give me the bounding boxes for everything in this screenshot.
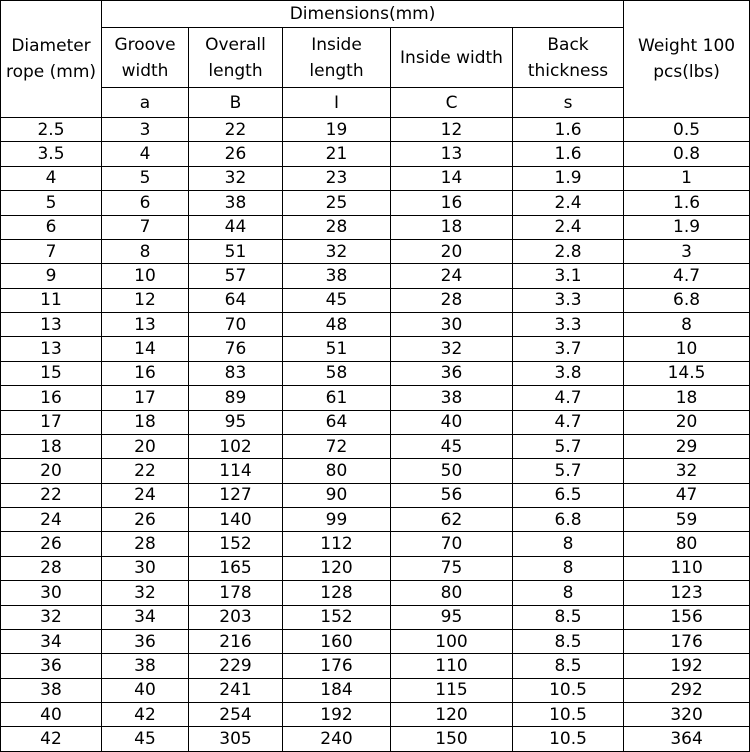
cell-overall-length: 26: [189, 142, 283, 166]
cell-diameter: 4: [1, 166, 102, 190]
cell-groove-width: 5: [102, 166, 189, 190]
cell-back-thickness: 1.9: [513, 166, 624, 190]
table-row: [1, 215, 750, 239]
cell-inside-width: 150: [391, 727, 513, 751]
cell-back-thickness: 1.6: [513, 118, 624, 142]
cell-overall-length: 76: [189, 337, 283, 361]
cell-overall-length: 22: [189, 118, 283, 142]
table-row: [1, 264, 750, 288]
cell-overall-length: 241: [189, 678, 283, 702]
cell-groove-width: 10: [102, 264, 189, 288]
cell-groove-width: 42: [102, 703, 189, 727]
cell-overall-length: 203: [189, 605, 283, 629]
cell-overall-length: 83: [189, 361, 283, 385]
cell-diameter: 20: [1, 459, 102, 483]
cell-inside-width: 14: [391, 166, 513, 190]
cell-groove-width: 16: [102, 361, 189, 385]
table-row: [1, 239, 750, 263]
cell-back-thickness: 5.7: [513, 434, 624, 458]
cell-overall-length: 178: [189, 581, 283, 605]
table-row: [1, 459, 750, 483]
cell-back-thickness: 8.5: [513, 654, 624, 678]
cell-inside-width: 115: [391, 678, 513, 702]
cell-weight: 32: [624, 459, 750, 483]
table-row: [1, 508, 750, 532]
cell-inside-width: 62: [391, 508, 513, 532]
cell-inside-width: 16: [391, 191, 513, 215]
cell-weight: 292: [624, 678, 750, 702]
cell-weight: 110: [624, 556, 750, 580]
cell-groove-width: 45: [102, 727, 189, 751]
header-symbol-a: a: [102, 88, 189, 118]
cell-back-thickness: 4.7: [513, 386, 624, 410]
header-inside-length: Inside length: [283, 28, 391, 88]
cell-weight: 29: [624, 434, 750, 458]
header-dimensions: Dimensions(mm): [102, 1, 624, 28]
cell-weight: 192: [624, 654, 750, 678]
cell-inside-length: 25: [283, 191, 391, 215]
cell-weight: 10: [624, 337, 750, 361]
header-weight: Weight 100 pcs(lbs): [624, 1, 750, 118]
header-back-thickness: Back thickness: [513, 28, 624, 88]
table-row: [1, 483, 750, 507]
cell-weight: 4.7: [624, 264, 750, 288]
cell-back-thickness: 2.4: [513, 191, 624, 215]
header-inside-width: Inside width: [391, 28, 513, 88]
cell-groove-width: 40: [102, 678, 189, 702]
cell-diameter: 38: [1, 678, 102, 702]
cell-overall-length: 127: [189, 483, 283, 507]
cell-groove-width: 3: [102, 118, 189, 142]
cell-inside-length: 48: [283, 313, 391, 337]
cell-inside-length: 28: [283, 215, 391, 239]
cell-inside-length: 90: [283, 483, 391, 507]
cell-weight: 1: [624, 166, 750, 190]
cell-groove-width: 26: [102, 508, 189, 532]
cell-overall-length: 305: [189, 727, 283, 751]
cell-inside-length: 152: [283, 605, 391, 629]
cell-back-thickness: 3.3: [513, 313, 624, 337]
cell-overall-length: 51: [189, 239, 283, 263]
cell-diameter: 26: [1, 532, 102, 556]
cell-groove-width: 12: [102, 288, 189, 312]
table-row: [1, 581, 750, 605]
cell-inside-width: 110: [391, 654, 513, 678]
cell-inside-width: 18: [391, 215, 513, 239]
cell-back-thickness: 3.8: [513, 361, 624, 385]
cell-diameter: 2.5: [1, 118, 102, 142]
cell-diameter: 32: [1, 605, 102, 629]
cell-back-thickness: 8.5: [513, 605, 624, 629]
cell-groove-width: 34: [102, 605, 189, 629]
cell-diameter: 11: [1, 288, 102, 312]
table-row: [1, 654, 750, 678]
cell-overall-length: 114: [189, 459, 283, 483]
cell-inside-length: 38: [283, 264, 391, 288]
cell-back-thickness: 8: [513, 581, 624, 605]
cell-diameter: 3.5: [1, 142, 102, 166]
cell-diameter: 42: [1, 727, 102, 751]
cell-inside-length: 23: [283, 166, 391, 190]
cell-groove-width: 6: [102, 191, 189, 215]
cell-overall-length: 216: [189, 629, 283, 653]
cell-weight: 1.6: [624, 191, 750, 215]
cell-back-thickness: 6.8: [513, 508, 624, 532]
table-body: [1, 118, 750, 752]
cell-weight: 18: [624, 386, 750, 410]
cell-overall-length: 44: [189, 215, 283, 239]
cell-groove-width: 8: [102, 239, 189, 263]
cell-overall-length: 57: [189, 264, 283, 288]
cell-diameter: 36: [1, 654, 102, 678]
cell-weight: 364: [624, 727, 750, 751]
cell-groove-width: 28: [102, 532, 189, 556]
cell-weight: 320: [624, 703, 750, 727]
cell-back-thickness: 3.3: [513, 288, 624, 312]
cell-weight: 0.5: [624, 118, 750, 142]
cell-groove-width: 17: [102, 386, 189, 410]
cell-inside-width: 13: [391, 142, 513, 166]
cell-back-thickness: 3.7: [513, 337, 624, 361]
cell-inside-width: 100: [391, 629, 513, 653]
cell-inside-length: 21: [283, 142, 391, 166]
table-row: [1, 703, 750, 727]
cell-back-thickness: 5.7: [513, 459, 624, 483]
cell-back-thickness: 3.1: [513, 264, 624, 288]
table-row: [1, 386, 750, 410]
table-row: [1, 410, 750, 434]
cell-inside-width: 40: [391, 410, 513, 434]
cell-inside-width: 38: [391, 386, 513, 410]
cell-back-thickness: 8: [513, 556, 624, 580]
cell-inside-length: 80: [283, 459, 391, 483]
cell-weight: 20: [624, 410, 750, 434]
cell-back-thickness: 2.8: [513, 239, 624, 263]
cell-inside-length: 128: [283, 581, 391, 605]
cell-inside-width: 30: [391, 313, 513, 337]
header-symbol-b: B: [189, 88, 283, 118]
cell-groove-width: 14: [102, 337, 189, 361]
table-row: [1, 313, 750, 337]
cell-inside-width: 95: [391, 605, 513, 629]
cell-groove-width: 36: [102, 629, 189, 653]
cell-diameter: 34: [1, 629, 102, 653]
cell-diameter: 15: [1, 361, 102, 385]
cell-inside-width: 50: [391, 459, 513, 483]
cell-overall-length: 152: [189, 532, 283, 556]
cell-groove-width: 20: [102, 434, 189, 458]
table-row: [1, 166, 750, 190]
cell-weight: 1.9: [624, 215, 750, 239]
cell-inside-length: 184: [283, 678, 391, 702]
cell-diameter: 18: [1, 434, 102, 458]
cell-groove-width: 4: [102, 142, 189, 166]
cell-back-thickness: 10.5: [513, 727, 624, 751]
cell-overall-length: 140: [189, 508, 283, 532]
table-row: [1, 727, 750, 751]
table-row: [1, 434, 750, 458]
cell-inside-length: 58: [283, 361, 391, 385]
cell-inside-width: 32: [391, 337, 513, 361]
header-overall-length: Overall length: [189, 28, 283, 88]
cell-weight: 156: [624, 605, 750, 629]
cell-back-thickness: 6.5: [513, 483, 624, 507]
cell-diameter: 24: [1, 508, 102, 532]
cell-back-thickness: 10.5: [513, 703, 624, 727]
cell-diameter: 13: [1, 337, 102, 361]
table-row: [1, 556, 750, 580]
header-symbol-s: s: [513, 88, 624, 118]
cell-diameter: 9: [1, 264, 102, 288]
cell-weight: 80: [624, 532, 750, 556]
cell-groove-width: 18: [102, 410, 189, 434]
cell-weight: 3: [624, 239, 750, 263]
cell-weight: 176: [624, 629, 750, 653]
cell-weight: 6.8: [624, 288, 750, 312]
table-row: [1, 142, 750, 166]
cell-diameter: 5: [1, 191, 102, 215]
cell-back-thickness: 1.6: [513, 142, 624, 166]
cell-inside-width: 80: [391, 581, 513, 605]
cell-overall-length: 38: [189, 191, 283, 215]
cell-overall-length: 95: [189, 410, 283, 434]
cell-inside-length: 240: [283, 727, 391, 751]
cell-back-thickness: 2.4: [513, 215, 624, 239]
cell-overall-length: 32: [189, 166, 283, 190]
cell-diameter: 7: [1, 239, 102, 263]
table-row: [1, 361, 750, 385]
cell-inside-length: 45: [283, 288, 391, 312]
table-row: [1, 629, 750, 653]
cell-groove-width: 38: [102, 654, 189, 678]
cell-inside-width: 120: [391, 703, 513, 727]
cell-diameter: 30: [1, 581, 102, 605]
cell-diameter: 40: [1, 703, 102, 727]
table-row: [1, 605, 750, 629]
cell-groove-width: 30: [102, 556, 189, 580]
cell-diameter: 17: [1, 410, 102, 434]
cell-weight: 14.5: [624, 361, 750, 385]
cell-inside-width: 36: [391, 361, 513, 385]
cell-weight: 8: [624, 313, 750, 337]
cell-inside-width: 28: [391, 288, 513, 312]
cell-inside-width: 70: [391, 532, 513, 556]
cell-back-thickness: 10.5: [513, 678, 624, 702]
cell-back-thickness: 8: [513, 532, 624, 556]
cell-weight: 47: [624, 483, 750, 507]
cell-weight: 123: [624, 581, 750, 605]
cell-inside-width: 24: [391, 264, 513, 288]
cell-diameter: 6: [1, 215, 102, 239]
cell-overall-length: 89: [189, 386, 283, 410]
cell-diameter: 16: [1, 386, 102, 410]
header-diameter-rope: Diameter rope (mm): [1, 1, 102, 118]
cell-inside-length: 160: [283, 629, 391, 653]
cell-groove-width: 24: [102, 483, 189, 507]
cell-inside-width: 45: [391, 434, 513, 458]
cell-inside-length: 192: [283, 703, 391, 727]
cell-groove-width: 7: [102, 215, 189, 239]
cell-inside-width: 12: [391, 118, 513, 142]
cell-overall-length: 70: [189, 313, 283, 337]
table-row: [1, 337, 750, 361]
cell-inside-length: 61: [283, 386, 391, 410]
table-row: [1, 118, 750, 142]
cell-overall-length: 102: [189, 434, 283, 458]
cell-overall-length: 165: [189, 556, 283, 580]
cell-inside-length: 64: [283, 410, 391, 434]
cell-inside-length: 19: [283, 118, 391, 142]
cell-inside-width: 75: [391, 556, 513, 580]
cell-weight: 59: [624, 508, 750, 532]
cell-inside-length: 176: [283, 654, 391, 678]
cell-groove-width: 32: [102, 581, 189, 605]
table-row: [1, 532, 750, 556]
cell-overall-length: 254: [189, 703, 283, 727]
cell-inside-length: 120: [283, 556, 391, 580]
table-header: [1, 1, 750, 118]
header-symbol-c: C: [391, 88, 513, 118]
header-groove-width: Groove width: [102, 28, 189, 88]
cell-inside-length: 51: [283, 337, 391, 361]
cell-groove-width: 22: [102, 459, 189, 483]
table-row: [1, 678, 750, 702]
cell-diameter: 13: [1, 313, 102, 337]
cell-back-thickness: 8.5: [513, 629, 624, 653]
cell-inside-length: 99: [283, 508, 391, 532]
cell-inside-width: 20: [391, 239, 513, 263]
cell-overall-length: 229: [189, 654, 283, 678]
cell-inside-width: 56: [391, 483, 513, 507]
cell-inside-length: 32: [283, 239, 391, 263]
cell-diameter: 22: [1, 483, 102, 507]
cell-diameter: 28: [1, 556, 102, 580]
cell-inside-length: 112: [283, 532, 391, 556]
table-row: [1, 288, 750, 312]
cell-inside-length: 72: [283, 434, 391, 458]
header-symbol-i: I: [283, 88, 391, 118]
table-row: [1, 191, 750, 215]
cell-groove-width: 13: [102, 313, 189, 337]
cell-weight: 0.8: [624, 142, 750, 166]
cell-back-thickness: 4.7: [513, 410, 624, 434]
cell-overall-length: 64: [189, 288, 283, 312]
